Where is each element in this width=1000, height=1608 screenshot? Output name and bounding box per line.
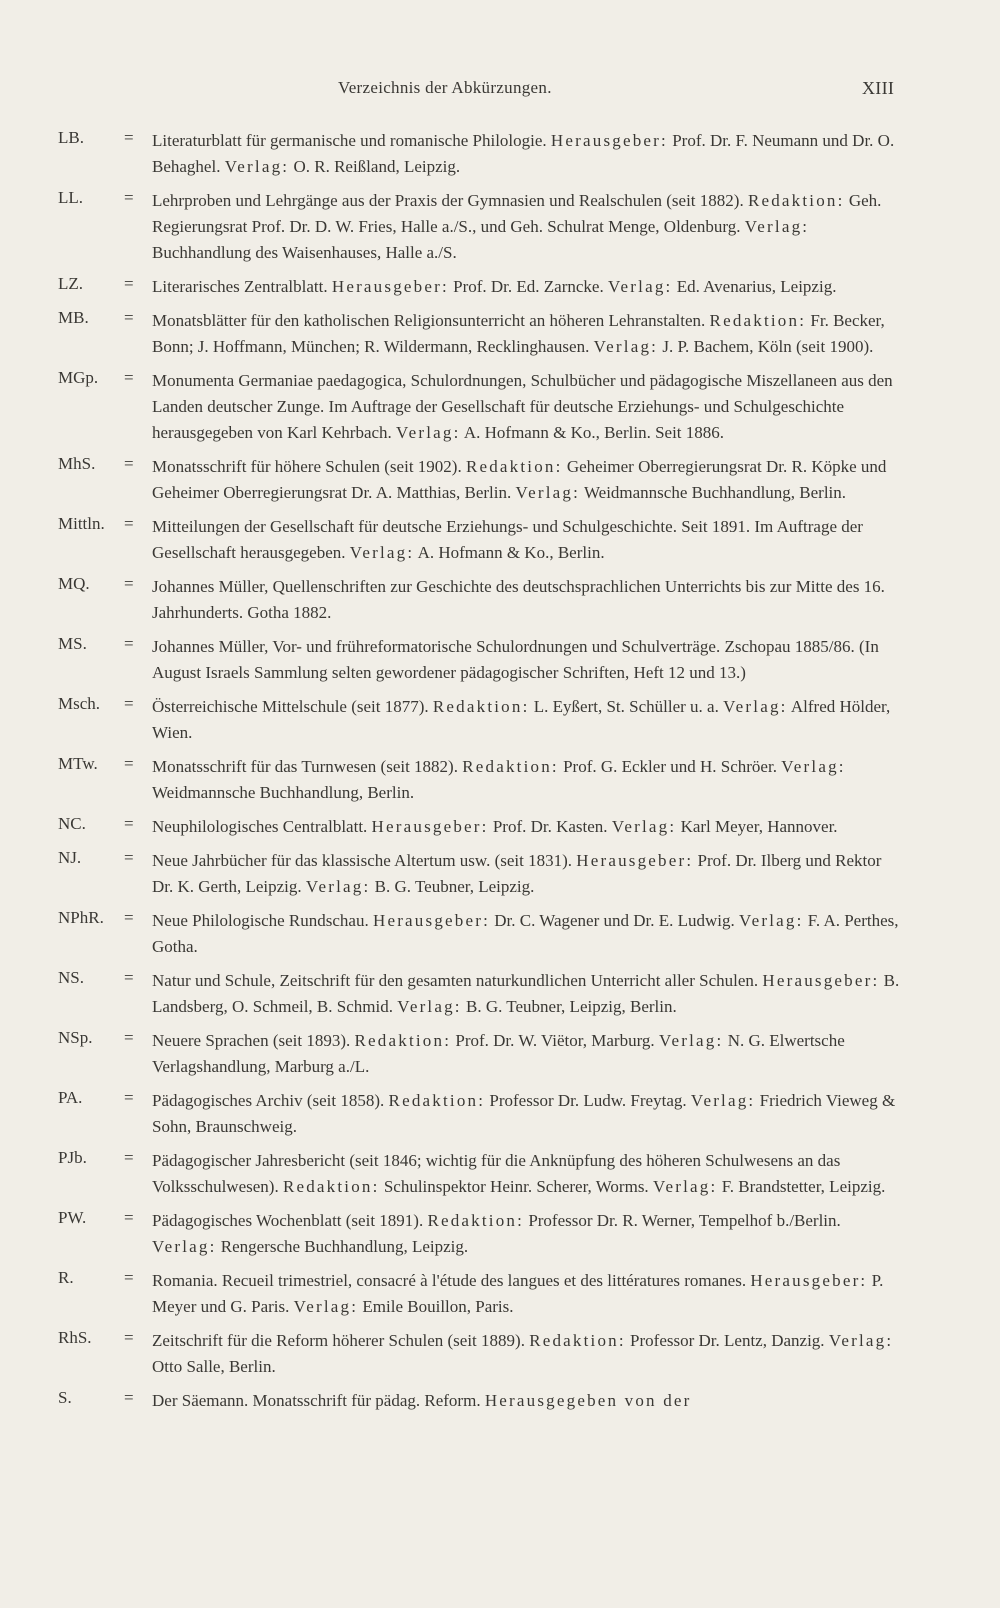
- equals-sign: =: [124, 1028, 134, 1047]
- description-text: Pädagogisches Archiv (seit 1858).: [152, 1091, 389, 1110]
- description-text: Neuere Sprachen (seit 1893).: [152, 1031, 355, 1050]
- abbreviation: Mittln.: [58, 514, 105, 533]
- description-text: B. Landsberg, O. Schmeil, B. Schmid.: [152, 971, 900, 1016]
- description-text: Professor Dr. Lentz, Danzig.: [625, 1331, 829, 1350]
- entry-description: [152, 574, 906, 626]
- spaced-label: Herausgeber:: [331, 277, 449, 296]
- abbreviation: NS.: [58, 968, 84, 987]
- description-text: Natur und Schule, Zeitschrift für den gesamten naturkundlichen Unterricht aller Schulen.: [152, 971, 763, 990]
- abbreviation-entry: [0, 308, 1000, 360]
- entry-description: [152, 1208, 906, 1260]
- spaced-label: Herausgeber:: [762, 971, 880, 990]
- description-text: Rengersche Buchhandlung, Leipzig.: [216, 1237, 469, 1256]
- abbreviation-entry: [0, 968, 1000, 1020]
- abbreviation-entry: [0, 514, 1000, 566]
- abbreviation-entry: [0, 368, 1000, 446]
- description-text: Schulinspektor Heinr. Scherer, Worms.: [379, 1177, 653, 1196]
- abbreviation: NPhR.: [58, 908, 104, 927]
- abbreviation: NC.: [58, 814, 86, 833]
- spaced-label: Verlag:: [397, 997, 462, 1016]
- equals-sign: =: [124, 814, 134, 833]
- abbreviation-entry: [0, 188, 1000, 266]
- description-text: P. Meyer und G. Paris.: [152, 1271, 884, 1316]
- spaced-label: Redaktion:: [388, 1091, 486, 1110]
- entry-description: [152, 1028, 906, 1080]
- equals-sign: =: [124, 634, 134, 653]
- abbreviation: MQ.: [58, 574, 90, 593]
- description-text: O. R. Reißland, Leipzig.: [289, 157, 461, 176]
- spaced-label: Redaktion:: [282, 1177, 380, 1196]
- entry-description: [152, 694, 906, 746]
- description-text: Fr. Becker, Bonn; J. Hoffmann, München; R. Wildermann, Recklinghausen.: [152, 311, 885, 356]
- entry-description: [152, 1148, 906, 1200]
- description-text: Monatsblätter für den katholischen Religionsunterricht an höheren Lehranstalten.: [152, 311, 710, 330]
- abbreviation: NSp.: [58, 1028, 93, 1047]
- running-header: [0, 78, 1000, 106]
- description-text: Mitteilungen der Gesellschaft für deutsche Erziehungs- und Schulgeschichte. Seit 1891. Im Auftrage der Gesellschaft herausgegeben.: [152, 517, 863, 562]
- description-text: Zeitschrift für die Reform höherer Schulen (seit 1889).: [152, 1331, 530, 1350]
- header-title: Verzeichnis der Abkürzungen.: [338, 78, 552, 97]
- equals-sign: =: [124, 368, 134, 387]
- spaced-label: Verlag:: [611, 817, 677, 836]
- description-text: Emile Bouillon, Paris.: [358, 1297, 514, 1316]
- equals-sign: =: [124, 308, 134, 327]
- entry-description: [152, 454, 906, 506]
- spaced-label: Herausgeber:: [550, 131, 668, 150]
- abbreviation-entry: [0, 1148, 1000, 1200]
- abbreviation: S.: [58, 1388, 72, 1407]
- abbreviation: PW.: [58, 1208, 87, 1227]
- abbreviation-entry: [0, 1268, 1000, 1320]
- spaced-label: Verlag:: [723, 697, 788, 716]
- abbreviation-entry: [0, 454, 1000, 506]
- entry-description: [152, 908, 906, 960]
- abbreviation-entry: [0, 848, 1000, 900]
- spaced-label: Verlag:: [690, 1091, 756, 1110]
- abbreviation: MTw.: [58, 754, 98, 773]
- spaced-label: Verlag:: [593, 337, 659, 356]
- equals-sign: =: [124, 1268, 134, 1287]
- abbreviation: LZ.: [58, 274, 84, 293]
- spaced-label: Herausgeber:: [750, 1271, 868, 1290]
- abbreviation-entry: [0, 634, 1000, 686]
- description-text: Neue Jahrbücher für das klassische Altertum usw. (seit 1831).: [152, 851, 577, 870]
- abbreviation: MhS.: [58, 454, 96, 473]
- spaced-label: Redaktion:: [747, 191, 845, 210]
- entry-description: [152, 968, 906, 1020]
- entry-description: [152, 848, 906, 900]
- abbreviation-entry: [0, 814, 1000, 840]
- description-text: A. Hofmann & Ko., Berlin. Seit 1886.: [460, 423, 725, 442]
- spaced-label: Herausgeber:: [576, 851, 694, 870]
- spaced-label: Redaktion:: [432, 697, 530, 716]
- description-text: F. Brandstetter, Leipzig.: [717, 1177, 886, 1196]
- description-text: Alfred Hölder, Wien.: [152, 697, 891, 742]
- description-text: Pädagogisches Wochenblatt (seit 1891).: [152, 1211, 428, 1230]
- spaced-label: Verlag:: [305, 877, 371, 896]
- description-text: Professor Dr. Ludw. Freytag.: [485, 1091, 691, 1110]
- entry-description: [152, 1388, 906, 1414]
- equals-sign: =: [124, 1088, 134, 1107]
- entry-description: [152, 814, 906, 840]
- entry-description: [152, 128, 906, 180]
- abbreviation-entry: [0, 694, 1000, 746]
- equals-sign: =: [124, 908, 134, 927]
- entry-description: [152, 1088, 906, 1140]
- spaced-label: Verlag:: [739, 911, 804, 930]
- abbreviation-entry: [0, 574, 1000, 626]
- spaced-label: Redaktion:: [354, 1031, 452, 1050]
- description-text: Monatsschrift für höhere Schulen (seit 1902).: [152, 457, 466, 476]
- description-text: Monatsschrift für das Turnwesen (seit 1882).: [152, 757, 463, 776]
- description-text: Prof. G. Eckler und H. Schröer.: [558, 757, 782, 776]
- equals-sign: =: [124, 574, 134, 593]
- description-text: L. Eyßert, St. Schüller u. a.: [529, 697, 724, 716]
- spaced-label: Verlag:: [224, 157, 290, 176]
- description-text: Karl Meyer, Hannover.: [676, 817, 838, 836]
- description-text: Literaturblatt für germanische und romanische Philologie.: [152, 131, 551, 150]
- spaced-label: Verlag:: [828, 1331, 894, 1350]
- spaced-label: Herausgeber:: [371, 817, 489, 836]
- entry-description: [152, 514, 906, 566]
- description-text: Prof. Dr. Ed. Zarncke.: [448, 277, 608, 296]
- equals-sign: =: [124, 514, 134, 533]
- equals-sign: =: [124, 754, 134, 773]
- equals-sign: =: [124, 694, 134, 713]
- spaced-label: Verlag:: [396, 423, 461, 442]
- spaced-label: Verlag:: [515, 483, 581, 502]
- description-text: Professor Dr. R. Werner, Tempelhof b./Berlin.: [524, 1211, 841, 1230]
- abbreviation-entry: [0, 128, 1000, 180]
- spaced-label: Verlag:: [293, 1297, 359, 1316]
- description-text: Otto Salle, Berlin.: [152, 1357, 276, 1376]
- description-text: Lehrproben und Lehrgänge aus der Praxis der Gymnasien und Realschulen (seit 1882).: [152, 191, 748, 210]
- description-text: Johannes Müller, Vor- und frühreformatorische Schulordnungen und Schulverträge. Zschopau 1885/86. (In August Israels Sammlung selten gewordener pädagogischer Schriften, Heft 12 und 13.): [152, 637, 879, 682]
- spaced-label: Verlag:: [349, 543, 415, 562]
- equals-sign: =: [124, 274, 134, 293]
- spaced-label: Herausgegeben von der: [484, 1391, 692, 1410]
- equals-sign: =: [124, 968, 134, 987]
- abbreviation: LB.: [58, 128, 84, 147]
- spaced-label: Redaktion:: [465, 457, 563, 476]
- description-text: B. G. Teubner, Leipzig.: [370, 877, 535, 896]
- description-text: Prof. Dr. F. Neumann und Dr. O. Behaghel.: [152, 131, 895, 176]
- equals-sign: =: [124, 1388, 134, 1407]
- abbreviation-entry: [0, 1088, 1000, 1140]
- abbreviation-entry: [0, 1028, 1000, 1080]
- abbreviation-entry: [0, 1208, 1000, 1260]
- description-text: Monumenta Germaniae paedagogica, Schulordnungen, Schulbücher und pädagogische Miszellaneen aus den Landen deutscher Zunge. Im Auftrage der Gesellschaft für deutsche Erziehungs- und Schulgeschichte herausgegeben von Karl Kehrbach.: [152, 371, 893, 442]
- entry-description: [152, 188, 906, 266]
- entry-description: [152, 1268, 906, 1320]
- description-text: A. Hofmann & Ko., Berlin.: [414, 543, 605, 562]
- entry-description: [152, 308, 906, 360]
- description-text: Prof. Dr. Ilberg und Rektor Dr. K. Gerth, Leipzig.: [152, 851, 882, 896]
- spaced-label: Verlag:: [607, 277, 673, 296]
- equals-sign: =: [124, 128, 134, 147]
- spaced-label: Redaktion:: [427, 1211, 525, 1230]
- equals-sign: =: [124, 188, 134, 207]
- description-text: Weidmannsche Buchhandlung, Berlin.: [580, 483, 847, 502]
- entry-description: [152, 274, 906, 300]
- description-text: Neue Philologische Rundschau.: [152, 911, 373, 930]
- spaced-label: Verlag:: [152, 1237, 217, 1256]
- abbreviation: RhS.: [58, 1328, 92, 1347]
- description-text: N. G. Elwertsche Verlagshandlung, Marburg a./L.: [152, 1031, 845, 1076]
- spaced-label: Redaktion:: [529, 1331, 626, 1350]
- description-text: B. G. Teubner, Leipzig, Berlin.: [461, 997, 677, 1016]
- description-text: Buchhandlung des Waisenhauses, Halle a./S.: [152, 243, 457, 262]
- description-text: Romania. Recueil trimestriel, consacré à l'étude des langues et des littératures romanes.: [152, 1271, 751, 1290]
- description-text: Der Säemann. Monatsschrift für pädag. Reform.: [152, 1391, 485, 1410]
- abbreviation: MS.: [58, 634, 87, 653]
- abbreviation: PJb.: [58, 1148, 87, 1167]
- spaced-label: Verlag:: [744, 217, 810, 236]
- abbreviation: R.: [58, 1268, 74, 1287]
- description-text: Johannes Müller, Quellenschriften zur Geschichte des deutschsprachlichen Unterrichts bis zur Mitte des 16. Jahrhunderts. Gotha 1882.: [152, 577, 885, 622]
- equals-sign: =: [124, 1208, 134, 1227]
- description-text: Prof. Dr. W. Viëtor, Marburg.: [451, 1031, 659, 1050]
- description-text: Pädagogischer Jahresbericht (seit 1846; wichtig für die Anknüpfung des höheren Schulwesens an das Volksschulwesen).: [152, 1151, 841, 1196]
- description-text: Prof. Dr. Kasten.: [488, 817, 612, 836]
- spaced-label: Redaktion:: [709, 311, 807, 330]
- abbreviation-entry: [0, 908, 1000, 960]
- page-number: XIII: [862, 78, 895, 98]
- description-text: Geheimer Oberregierungsrat Dr. R. Köpke und Geheimer Oberregierungsrat Dr. A. Matthias, Berlin.: [152, 457, 887, 502]
- entry-description: [152, 754, 906, 806]
- abbreviation-entry: [0, 274, 1000, 300]
- abbreviation: LL.: [58, 188, 84, 207]
- spaced-label: Redaktion:: [462, 757, 559, 776]
- description-text: Friedrich Vieweg & Sohn, Braunschweig.: [152, 1091, 896, 1136]
- abbreviation: Msch.: [58, 694, 101, 713]
- spaced-label: Verlag:: [658, 1031, 724, 1050]
- description-text: Geh. Regierungsrat Prof. Dr. D. W. Fries, Halle a./S., und Geh. Schulrat Menge, Oldenburg.: [152, 191, 882, 236]
- abbreviation-list: [0, 128, 1000, 1422]
- entry-description: [152, 1328, 906, 1380]
- equals-sign: =: [124, 1328, 134, 1347]
- abbreviation-entry: [0, 754, 1000, 806]
- entry-description: [152, 368, 906, 446]
- description-text: Österreichische Mittelschule (seit 1877).: [152, 697, 433, 716]
- spaced-label: Verlag:: [781, 757, 846, 776]
- abbreviation: MGp.: [58, 368, 99, 387]
- description-text: Literarisches Zentralblatt.: [152, 277, 332, 296]
- description-text: J. P. Bachem, Köln (seit 1900).: [658, 337, 874, 356]
- description-text: Weidmannsche Buchhandlung, Berlin.: [152, 783, 415, 802]
- equals-sign: =: [124, 848, 134, 867]
- spaced-label: Herausgeber:: [372, 911, 490, 930]
- abbreviation-entry: [0, 1328, 1000, 1380]
- spaced-label: Verlag:: [652, 1177, 718, 1196]
- entry-description: [152, 634, 906, 686]
- abbreviation: PA.: [58, 1088, 83, 1107]
- description-text: F. A. Perthes, Gotha.: [152, 911, 899, 956]
- description-text: Ed. Avenarius, Leipzig.: [672, 277, 837, 296]
- abbreviation: MB.: [58, 308, 89, 327]
- abbreviation-entry: [0, 1388, 1000, 1414]
- description-text: Dr. C. Wagener und Dr. E. Ludwig.: [490, 911, 740, 930]
- equals-sign: =: [124, 454, 134, 473]
- abbreviation: NJ.: [58, 848, 82, 867]
- description-text: Neuphilologisches Centralblatt.: [152, 817, 372, 836]
- equals-sign: =: [124, 1148, 134, 1167]
